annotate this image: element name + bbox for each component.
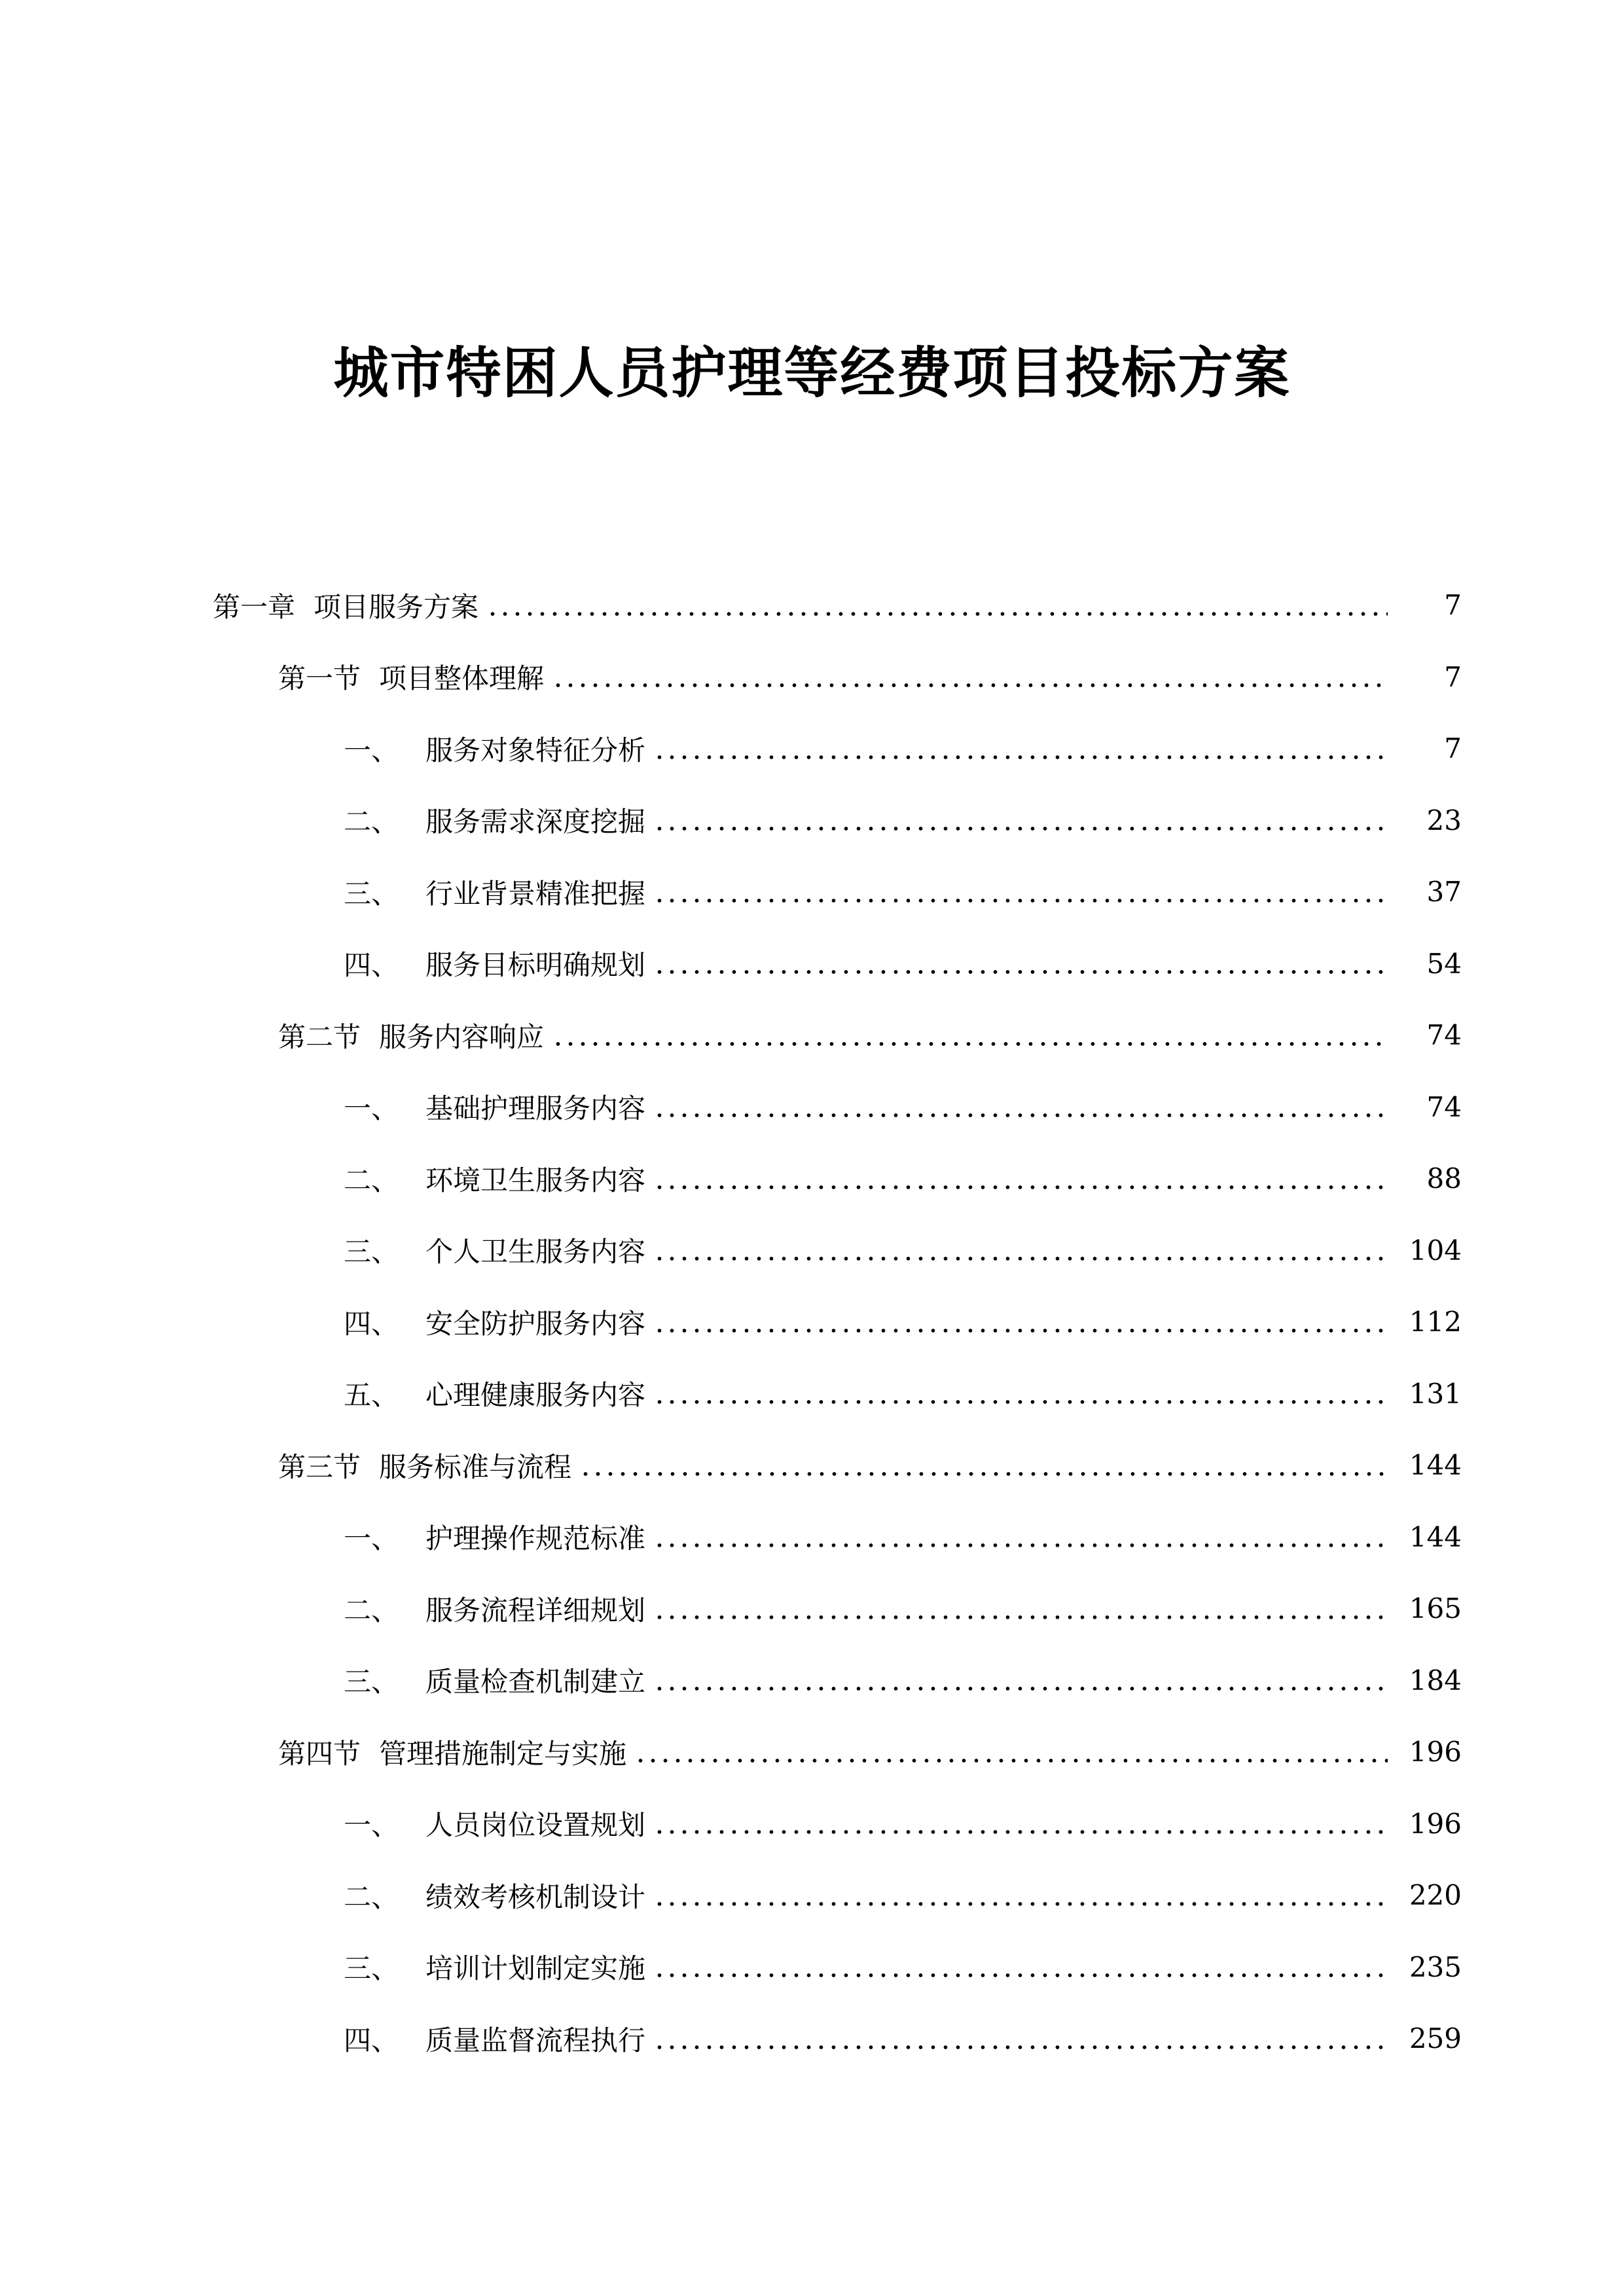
- toc-entry-subsection[interactable]: [0, 1501, 1624, 1573]
- dot-leader: [653, 1666, 1388, 1694]
- toc-entry-page: 165: [1409, 1592, 1462, 1625]
- toc-entry-number: 一、: [344, 1809, 399, 1842]
- page-title: 城市特困人员护理等经费项目投标方案: [333, 340, 1291, 405]
- dot-leader: [634, 1738, 1388, 1766]
- toc-entry-number: 四、: [344, 949, 399, 982]
- toc-entry-page: 112: [1409, 1306, 1462, 1338]
- toc-entry-page: 74: [1426, 1019, 1462, 1052]
- dot-leader: [653, 878, 1388, 906]
- toc-entry-number: 五、: [344, 1379, 399, 1412]
- toc-entry-title: 管理措施制定与实施: [379, 1737, 627, 1770]
- dot-leader: [552, 663, 1388, 691]
- toc-entry-subsection[interactable]: [0, 1573, 1624, 1645]
- toc-entry-title: 服务对象特征分析: [425, 734, 646, 766]
- dot-leader: [653, 1810, 1388, 1837]
- toc-entry-section[interactable]: [0, 999, 1624, 1071]
- toc-entry-page: 131: [1409, 1377, 1462, 1410]
- toc-entry-number: 第四节: [278, 1737, 361, 1770]
- toc-entry-title: 护理操作规范标准: [425, 1522, 646, 1555]
- dot-leader: [653, 1953, 1388, 1981]
- toc-entry-subsection[interactable]: [0, 928, 1624, 1000]
- dot-leader: [653, 1595, 1388, 1623]
- table-of-contents: [0, 569, 1624, 2075]
- toc-entry-title: 培训计划制定实施: [425, 1952, 646, 1985]
- toc-entry-subsection[interactable]: [0, 1645, 1624, 1717]
- toc-entry-number: 二、: [344, 806, 399, 838]
- toc-entry-number: 二、: [344, 1880, 399, 1913]
- dot-leader: [486, 592, 1388, 619]
- toc-entry-number: 三、: [344, 1666, 399, 1698]
- toc-entry-page: 7: [1444, 732, 1462, 765]
- toc-entry-title: 绩效考核机制设计: [425, 1880, 646, 1913]
- toc-entry-chapter[interactable]: [0, 569, 1624, 641]
- dot-leader: [653, 806, 1388, 834]
- toc-entry-subsection[interactable]: [0, 1931, 1624, 2003]
- toc-entry-number: 二、: [344, 1594, 399, 1626]
- dot-leader: [579, 1452, 1388, 1479]
- toc-entry-page: 54: [1426, 947, 1462, 980]
- toc-entry-section[interactable]: [0, 641, 1624, 713]
- dot-leader: [653, 1093, 1388, 1121]
- toc-entry-number: 四、: [344, 2024, 399, 2056]
- toc-entry-section[interactable]: [0, 1716, 1624, 1788]
- toc-entry-number: 二、: [344, 1164, 399, 1196]
- toc-entry-number: 四、: [344, 1307, 399, 1340]
- dot-leader: [653, 735, 1388, 762]
- toc-entry-title: 人员岗位设置规划: [425, 1809, 646, 1842]
- toc-entry-subsection[interactable]: [0, 785, 1624, 857]
- toc-entry-title: 质量监督流程执行: [425, 2024, 646, 2056]
- toc-entry-subsection[interactable]: [0, 713, 1624, 785]
- toc-entry-page: 144: [1409, 1520, 1462, 1553]
- toc-entry-section[interactable]: [0, 1429, 1624, 1501]
- toc-entry-page: 220: [1409, 1879, 1462, 1912]
- toc-entry-page: 88: [1426, 1162, 1462, 1195]
- toc-entry-title: 服务目标明确规划: [425, 949, 646, 982]
- toc-entry-page: 74: [1426, 1090, 1462, 1123]
- toc-entry-page: 144: [1409, 1449, 1462, 1482]
- toc-entry-title: 服务标准与流程: [379, 1450, 572, 1483]
- toc-entry-title: 服务需求深度挖掘: [425, 806, 646, 838]
- toc-entry-subsection[interactable]: [0, 1215, 1624, 1287]
- dot-leader: [653, 1308, 1388, 1336]
- toc-entry-title: 服务内容响应: [379, 1020, 545, 1053]
- toc-entry-title: 个人卫生服务内容: [425, 1236, 646, 1268]
- toc-entry-page: 37: [1426, 876, 1462, 908]
- toc-entry-number: 三、: [344, 877, 399, 910]
- toc-entry-number: 第二节: [278, 1020, 361, 1053]
- toc-entry-page: 259: [1409, 2022, 1462, 2055]
- toc-entry-number: 第三节: [278, 1450, 361, 1483]
- toc-entry-number: 第一章: [213, 590, 296, 623]
- toc-entry-title: 心理健康服务内容: [425, 1379, 646, 1412]
- toc-entry-subsection[interactable]: [0, 1071, 1624, 1143]
- toc-entry-subsection[interactable]: [0, 1143, 1624, 1215]
- toc-entry-title: 安全防护服务内容: [425, 1307, 646, 1340]
- dot-leader: [653, 1882, 1388, 1909]
- toc-entry-number: 一、: [344, 734, 399, 766]
- dot-leader: [552, 1022, 1388, 1049]
- dot-leader: [653, 1523, 1388, 1551]
- toc-entry-number: 三、: [344, 1236, 399, 1268]
- toc-entry-page: 7: [1444, 660, 1462, 693]
- toc-entry-page: 104: [1409, 1234, 1462, 1266]
- toc-entry-title: 行业背景精准把握: [425, 877, 646, 910]
- toc-entry-page: 196: [1409, 1807, 1462, 1840]
- toc-entry-title: 质量检查机制建立: [425, 1666, 646, 1698]
- toc-entry-title: 项目整体理解: [379, 662, 545, 695]
- dot-leader: [653, 1165, 1388, 1193]
- toc-entry-subsection[interactable]: [0, 1788, 1624, 1860]
- toc-entry-page: 235: [1409, 1950, 1462, 1983]
- toc-entry-subsection[interactable]: [0, 1859, 1624, 1931]
- toc-entry-page: 23: [1426, 804, 1462, 836]
- toc-entry-subsection[interactable]: [0, 2003, 1624, 2075]
- toc-entry-title: 项目服务方案: [314, 590, 479, 623]
- toc-entry-number: 三、: [344, 1952, 399, 1985]
- toc-entry-title: 服务流程详细规划: [425, 1594, 646, 1626]
- dot-leader: [653, 1236, 1388, 1264]
- toc-entry-number: 一、: [344, 1092, 399, 1125]
- toc-entry-title: 环境卫生服务内容: [425, 1164, 646, 1196]
- dot-leader: [653, 1380, 1388, 1407]
- toc-entry-subsection[interactable]: [0, 1286, 1624, 1358]
- dot-leader: [653, 2025, 1388, 2053]
- toc-entry-page: 184: [1409, 1664, 1462, 1696]
- toc-entry-number: 一、: [344, 1522, 399, 1555]
- toc-entry-subsection[interactable]: [0, 1358, 1624, 1430]
- dot-leader: [653, 950, 1388, 977]
- toc-entry-title: 基础护理服务内容: [425, 1092, 646, 1125]
- toc-entry-page: 7: [1444, 589, 1462, 622]
- toc-entry-subsection[interactable]: [0, 856, 1624, 928]
- toc-entry-number: 第一节: [278, 662, 361, 695]
- toc-entry-page: 196: [1409, 1736, 1462, 1768]
